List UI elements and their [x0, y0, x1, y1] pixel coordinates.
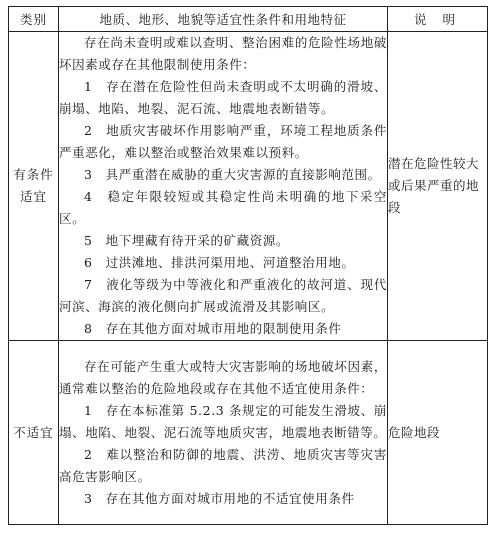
condition-item: 2 地质灾害破坏作用影响严重，环境工程地质条件严重恶化，难以整治或整治效果难以预料。	[59, 123, 387, 160]
table-row	[9, 341, 488, 525]
condition-item: 2 难以整治和防御的地震、洪涝、地质灾害等灾害高危害影响区。	[59, 446, 387, 484]
conditions-cell	[59, 341, 388, 525]
condition-item: 6 过洪滩地、排洪河渠用地、河道整治用地。	[84, 255, 355, 270]
category-line: 适宜	[19, 189, 47, 204]
condition-item: 5 地下埋藏有待开采的矿藏资源。	[84, 233, 290, 248]
conditions-cell	[59, 32, 388, 341]
suitability-table	[8, 6, 488, 525]
condition-item: 3 存在其他方面对城市用地的不适宜使用条件	[84, 490, 355, 506]
condition-item: 1 存在潜在危险性但尚未查明或不太明确的滑坡、崩塌、地陷、地裂、泥石流、地震地表断错等。	[59, 79, 387, 116]
condition-item: 7 液化等级为中等液化和严重液化的故河道、现代河滨、海滨的液化侧向扩展或流滑及其影响区。	[59, 277, 387, 314]
category-cell	[9, 32, 59, 341]
category-cell	[9, 341, 59, 525]
table-row	[9, 32, 488, 341]
category-line: 有条件	[13, 167, 54, 182]
category-line: 不适宜	[13, 424, 54, 440]
header-conditions: 地质、地形、地貌等适宜性条件和用地特征	[59, 7, 388, 32]
note-cell: 危险地段	[388, 341, 488, 525]
condition-item: 1 存在本标准第 5.2.3 条规定的可能发生滑坡、崩塌、地陷、地裂、泥石流等地质灾害，地震地表断错等。	[59, 402, 387, 440]
table-header-row	[9, 7, 488, 32]
note-cell: 潜在危险性较大或后果严重的地段	[388, 32, 488, 341]
conditions-intro: 存在可能产生重大或特大灾害影响的场地破坏因素，通常难以整治的危险地段或存在其他不适宜使用条件：	[59, 358, 387, 396]
condition-item: 8 存在其他方面对城市用地的限制使用条件	[84, 321, 342, 336]
header-note: 说 明	[388, 7, 488, 32]
condition-item: 3 具严重潜在威胁的重大灾害源的直接影响范围。	[84, 167, 381, 182]
conditions-intro: 存在尚未查明或难以查明、整治困难的危险性场地破坏因素或存在其他限制使用条件：	[59, 35, 387, 72]
header-category: 类别	[9, 7, 59, 32]
condition-item: 4 稳定年限较短或其稳定性尚未明确的地下采空区。	[59, 189, 387, 226]
